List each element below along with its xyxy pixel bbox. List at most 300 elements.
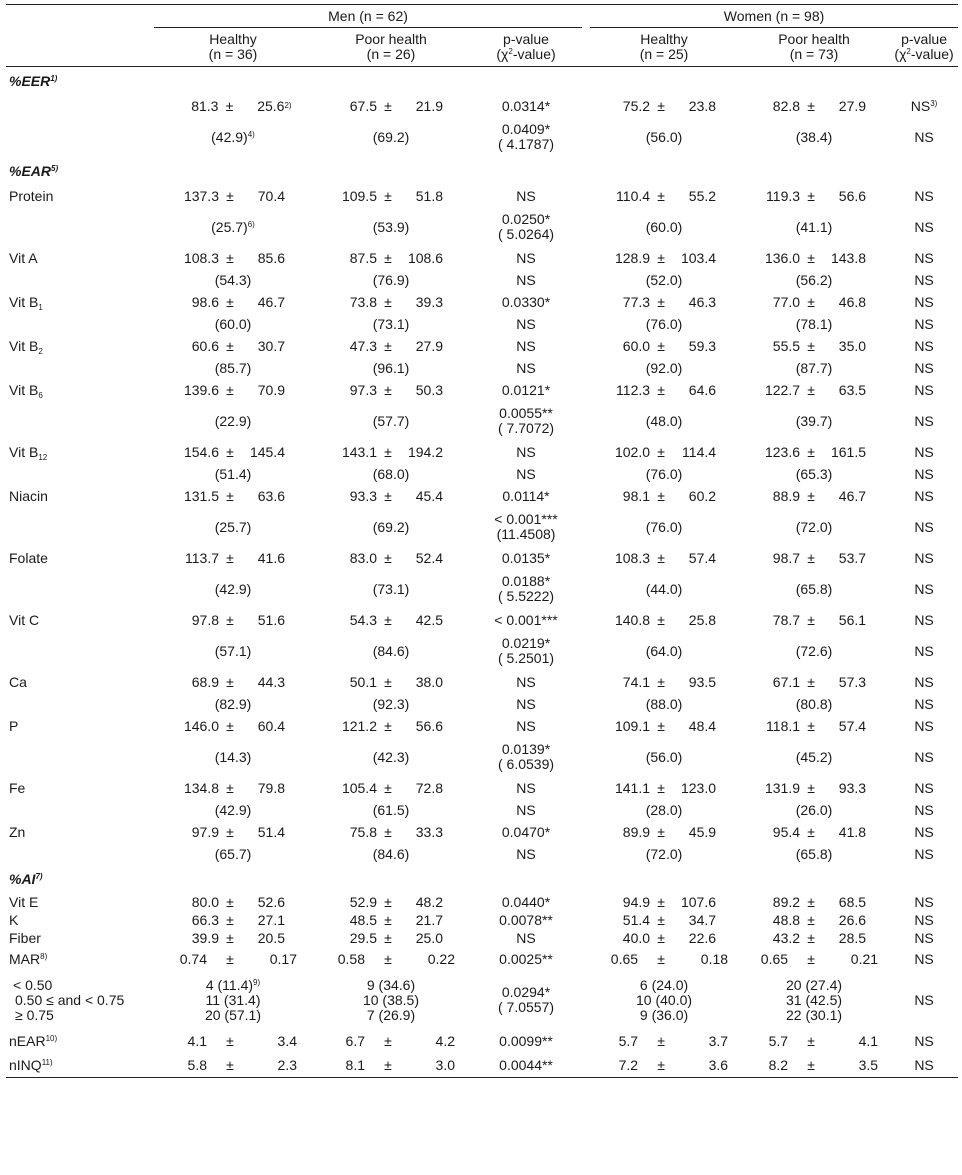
sd-value: 59.3 xyxy=(688,337,717,354)
p-value: NS xyxy=(516,845,536,862)
chi-value: ( 4.1787) xyxy=(497,136,555,152)
mean-sd: 81.3 ± 25.6 2) xyxy=(154,99,312,114)
mean-value: 97.9 xyxy=(191,823,219,840)
footnote-mark: 3) xyxy=(930,98,938,108)
mean-sd xyxy=(738,339,890,354)
mean-value: 48.8 xyxy=(772,911,801,928)
sd-value: 60.4 xyxy=(257,717,285,734)
mean-sd xyxy=(738,99,890,114)
sd-value: 46.3 xyxy=(688,293,717,310)
mean-value: 60.6 xyxy=(191,337,219,354)
mean-value: 112.3 xyxy=(616,381,651,398)
plus-minus: ± xyxy=(226,549,234,566)
mean-sd xyxy=(738,613,890,628)
plus-minus: ± xyxy=(657,97,665,114)
p-value: 0.0044** xyxy=(499,1056,553,1073)
sd-value: 56.6 xyxy=(415,717,443,734)
plus-minus: ± xyxy=(807,779,815,796)
plus-minus: ± xyxy=(657,929,665,946)
p-value: 0.0121* xyxy=(501,381,551,398)
sd-value: 57.4 xyxy=(688,549,717,566)
mar-category: < 0.50 xyxy=(13,976,53,993)
plus-minus: ± xyxy=(657,249,665,266)
mean-value: 87.5 xyxy=(349,249,377,266)
sd-value: 2.3 xyxy=(277,1056,297,1073)
mean-sd xyxy=(738,1058,890,1073)
count-value: 6 (24.0) xyxy=(639,976,689,993)
sd-value: 114.4 xyxy=(682,443,717,460)
p-value: 0.0078** xyxy=(499,911,553,928)
mean-value: 40.0 xyxy=(622,929,651,946)
plus-minus: ± xyxy=(226,893,234,910)
mean-sd xyxy=(312,251,470,266)
mean-sd xyxy=(312,613,470,628)
mean-value: 97.8 xyxy=(191,611,219,628)
mean-sd xyxy=(312,931,470,946)
count-value: 20 (27.4) xyxy=(786,976,843,993)
mean-value: 141.1 xyxy=(614,779,651,796)
men-group-label: Men (n = 62) xyxy=(154,5,582,28)
sd-value: 85.6 xyxy=(257,249,285,266)
col-men-healthy: Healthy (n = 36) xyxy=(154,28,312,67)
row-label xyxy=(6,95,154,117)
mean-value: 102.0 xyxy=(614,443,651,460)
row-label: MAR$^{8)}$ xyxy=(9,950,48,967)
mean-value: 0.65 xyxy=(610,950,639,967)
mean-value: 131.9 xyxy=(764,779,801,796)
mean-sd xyxy=(590,189,738,204)
plus-minus: ± xyxy=(384,673,392,690)
mean-sd xyxy=(312,551,470,566)
mean-value: 4.1 xyxy=(187,1032,207,1049)
plus-minus: ± xyxy=(226,293,234,310)
mean-sd xyxy=(154,489,312,504)
table-row: $(42.9)^{4)}$ (69.2) 0.0409* ( 4.1787) (56.0) (38.4) NS xyxy=(211,121,934,152)
plus-minus: ± xyxy=(657,1056,665,1073)
mean-value: 5.8 xyxy=(187,1056,207,1073)
table-row: K 66.3 ± 27.1 48.5 ± 21.7 0.0078** 51.4 ± 34.7 48.8 ± 26.6 NS xyxy=(6,911,958,929)
mean-value: 113.7 xyxy=(185,549,219,566)
p-value: 0.0314* xyxy=(501,97,551,114)
sd-value: 63.6 xyxy=(257,487,285,504)
footnote-mark: 5) xyxy=(51,163,59,173)
col-women-poor: Poor health (n = 73) xyxy=(738,28,890,67)
count-value: 31 (42.5) xyxy=(786,991,843,1008)
sd-value: 93.5 xyxy=(688,673,717,690)
p-value: 0.0330* xyxy=(501,293,551,310)
sd-value: 57.4 xyxy=(838,717,867,734)
sd-value: 145.4 xyxy=(249,443,285,460)
mean-value: 97.3 xyxy=(349,381,377,398)
mean-sd xyxy=(590,781,738,796)
table-row: Folate 113.7 ± 41.6 83.0 ± 52.4 0.0135* 108.3 ± 57.4 98.7 ± 53.7 NS xyxy=(6,547,958,569)
mean-sd xyxy=(738,295,890,310)
table-row: Vit E 80.0 ± 52.6 52.9 ± 48.2 0.0440* 94.9 ± 107.6 89.2 ± 68.5 NS xyxy=(6,893,958,911)
nutrient-table xyxy=(6,4,958,1078)
plus-minus: ± xyxy=(657,549,665,566)
sd-value: 46.7 xyxy=(257,293,285,310)
mean-sd xyxy=(154,613,312,628)
mean-value: 88.9 xyxy=(772,487,801,504)
sd-value: 3.5 xyxy=(858,1056,879,1073)
sd-value: 93.3 xyxy=(838,779,867,796)
p-value: 0.0188* xyxy=(501,573,551,589)
p-value: 0.0440* xyxy=(501,893,551,910)
plus-minus: ± xyxy=(226,673,234,690)
section-label: %AI$^{7)}$ xyxy=(9,870,43,887)
mean-sd xyxy=(590,339,738,354)
plus-minus: ± xyxy=(384,249,392,266)
plus-minus: ± xyxy=(384,1032,392,1049)
sd-value: 70.4 xyxy=(257,187,285,204)
table-row: (85.7) (96.1) NS (92.0) (87.7) NS xyxy=(214,359,934,376)
mean-sd xyxy=(312,489,470,504)
sd-value: 4.2 xyxy=(435,1032,455,1049)
mean-sd xyxy=(312,913,470,928)
plus-minus: ± xyxy=(807,1032,815,1049)
footnote-mark: 7) xyxy=(35,871,43,881)
p-value: NS xyxy=(516,249,536,266)
plus-minus: ± xyxy=(657,487,665,504)
sd-value: 3.7 xyxy=(708,1032,729,1049)
plus-minus: ± xyxy=(657,443,665,460)
table-row: $(25.7)^{6)}$ (53.9) 0.0250* ( 5.0264) (60.0) (41.1) NS xyxy=(211,211,934,242)
mean-value: 121.2 xyxy=(341,717,377,734)
sd-value: 0.17 xyxy=(269,950,297,967)
table-row: (57.1) (84.6) 0.0219* ( 5.2501) (64.0) (72.6) NS xyxy=(214,635,934,666)
plus-minus: ± xyxy=(384,779,392,796)
sd-value: 27.9 xyxy=(415,337,443,354)
sd-value: 44.3 xyxy=(257,673,285,690)
table-row: Vit C 97.8 ± 51.6 54.3 ± 42.5 < 0.001*** 140.8 ± 25.8 78.7 ± 56.1 NS xyxy=(6,609,958,631)
mean-sd xyxy=(738,913,890,928)
plus-minus: ± xyxy=(657,1032,665,1049)
count-value: 10 (40.0) xyxy=(636,991,693,1008)
plus-minus: ± xyxy=(384,293,392,310)
footnote-mark: 6) xyxy=(247,219,255,229)
plus-minus: ± xyxy=(384,717,392,734)
plus-minus: ± xyxy=(384,911,392,928)
mean-sd xyxy=(738,825,890,840)
mean-sd xyxy=(590,551,738,566)
sd-value: 25.8 xyxy=(688,611,717,628)
count-value: 9 (36.0) xyxy=(639,1006,689,1023)
count-value: 10 (38.5) xyxy=(362,991,420,1008)
mean-sd xyxy=(738,781,890,796)
mean-sd xyxy=(590,952,738,967)
mean-sd xyxy=(738,383,890,398)
sd-value: 0.18 xyxy=(700,950,729,967)
table-row: Vit $B_{12}$ 154.6 ± 145.4 143.1 ± 194.2 NS 102.0 ± 114.4 123.6 ± 161.5 NS xyxy=(6,441,958,463)
plus-minus: ± xyxy=(657,893,665,910)
mean-value: 6.7 xyxy=(345,1032,365,1049)
sd-value: 56.1 xyxy=(838,611,867,628)
mean-value: 75.8 xyxy=(349,823,377,840)
mean-sd xyxy=(590,445,738,460)
sd-value: 64.6 xyxy=(688,381,717,398)
mean-sd xyxy=(154,383,312,398)
plus-minus: ± xyxy=(384,929,392,946)
sd-value: 21.9 xyxy=(415,97,443,114)
mean-value: 136.0 xyxy=(764,249,801,266)
plus-minus: ± xyxy=(657,337,665,354)
sd-value: 3.6 xyxy=(708,1056,729,1073)
plus-minus: ± xyxy=(657,950,665,967)
mean-sd xyxy=(154,952,312,967)
plus-minus: ± xyxy=(807,549,815,566)
table-row: (51.4) (68.0) NS (76.0) (65.3) NS xyxy=(214,465,934,482)
chi-value: ( 7.0557) xyxy=(497,999,555,1015)
row-label: nINQ$^{11)}$ xyxy=(6,1053,154,1078)
p-value: NS xyxy=(516,673,536,690)
mean-sd xyxy=(312,781,470,796)
mean-sd xyxy=(590,895,738,910)
mean-sd xyxy=(738,931,890,946)
table-row: (42.9) (73.1) 0.0188* ( 5.5222) (44.0) (65.8) NS xyxy=(214,573,934,604)
plus-minus: ± xyxy=(226,443,234,460)
mean-value: 39.9 xyxy=(191,929,219,946)
mean-value: 108.3 xyxy=(614,549,651,566)
plus-minus: ± xyxy=(226,487,234,504)
sd-value: 46.7 xyxy=(838,487,867,504)
mean-sd xyxy=(312,1034,470,1049)
sd-value: 42.5 xyxy=(415,611,443,628)
table-row: (60.0) (73.1) NS (76.0) (78.1) NS xyxy=(214,315,934,332)
p-value: 0.0294* xyxy=(501,984,551,1000)
mean-sd xyxy=(738,1034,890,1049)
row-label: Vit C xyxy=(9,611,40,628)
p-value: 0.0219* xyxy=(501,635,551,651)
sd-value: 48.4 xyxy=(688,717,717,734)
sd-value: 25.0 xyxy=(415,929,443,946)
mean-sd xyxy=(738,952,890,967)
mean-value: 77.3 xyxy=(622,293,651,310)
chi-value: ( 6.0539) xyxy=(497,756,555,772)
plus-minus: ± xyxy=(384,187,392,204)
mean-sd xyxy=(154,445,312,460)
plus-minus: ± xyxy=(807,929,815,946)
mean-sd xyxy=(312,895,470,910)
plus-minus: ± xyxy=(226,249,234,266)
mean-value: 75.2 xyxy=(622,97,651,114)
table-row: 81.3 ± 25.6 2) 67.5 ± 21.9 0.0314* 75.2 ± 23.8 82.8 ± 27.9 NS$^{3)}$ xyxy=(6,95,958,117)
mean-value: 0.58 xyxy=(337,950,365,967)
sd-value: 60.2 xyxy=(688,487,717,504)
mean-sd xyxy=(590,383,738,398)
column-header-row xyxy=(6,28,958,67)
p-value: 0.0409* xyxy=(501,121,551,137)
sd-value: 23.8 xyxy=(688,97,717,114)
mar-category: 0.50 ≤ and < 0.75 xyxy=(15,991,125,1008)
mean-value: 77.0 xyxy=(772,293,801,310)
mean-sd xyxy=(154,913,312,928)
table-row: Fe 134.8 ± 79.8 105.4 ± 72.8 NS 141.1 ± 123.0 131.9 ± 93.3 NS xyxy=(6,777,958,799)
plus-minus: ± xyxy=(657,187,665,204)
sd-value: 45.4 xyxy=(415,487,443,504)
mean-value: 55.5 xyxy=(772,337,801,354)
plus-minus: ± xyxy=(226,381,234,398)
mean-sd xyxy=(154,895,312,910)
plus-minus: ± xyxy=(384,611,392,628)
sd-value: 123.0 xyxy=(680,779,717,796)
plus-minus: ± xyxy=(657,717,665,734)
p-value: 0.0099** xyxy=(499,1032,553,1049)
plus-minus: ± xyxy=(226,337,234,354)
mean-sd xyxy=(590,1058,738,1073)
plus-minus: ± xyxy=(807,97,815,114)
plus-minus: ± xyxy=(657,779,665,796)
p-value: < 0.001*** xyxy=(494,611,558,628)
row-label: Ca xyxy=(9,673,27,690)
sd-value: 52.6 xyxy=(257,893,285,910)
p-value: < 0.001*** xyxy=(494,511,558,527)
mean-sd xyxy=(154,1034,312,1049)
mean-value: 51.4 xyxy=(622,911,651,928)
mean-sd xyxy=(590,675,738,690)
section-row xyxy=(6,157,958,185)
mean-value: 60.0 xyxy=(622,337,651,354)
mean-value: 0.74 xyxy=(179,950,207,967)
sd-value: 52.4 xyxy=(415,549,443,566)
row-label: Vit E xyxy=(9,893,39,910)
mean-value: 68.9 xyxy=(191,673,219,690)
mean-value: 73.8 xyxy=(349,293,377,310)
sd-value: 57.3 xyxy=(838,673,867,690)
sd-value: 0.22 xyxy=(427,950,455,967)
col-men-pvalue: p-value $(\chi^2-value)$ xyxy=(470,28,582,67)
sd-value: 46.8 xyxy=(838,293,867,310)
plus-minus: ± xyxy=(226,950,234,967)
sd-value: 50.3 xyxy=(415,381,443,398)
p-value: NS xyxy=(516,929,536,946)
mean-value: 82.8 xyxy=(772,97,801,114)
mean-sd xyxy=(738,719,890,734)
mean-value: 123.6 xyxy=(764,443,801,460)
table-row: (22.9) (57.7) 0.0055** ( 7.7072) (48.0) (39.7) NS xyxy=(214,405,934,436)
mean-value: 95.4 xyxy=(772,823,801,840)
mean-value: 81.3 xyxy=(191,97,219,114)
chi-value: (11.4508) xyxy=(496,526,556,542)
mean-sd xyxy=(154,251,312,266)
sd-value: 3.4 xyxy=(277,1032,297,1049)
row-label: Vit $B_{12}$ xyxy=(9,443,48,462)
count-value: 7 (26.9) xyxy=(366,1006,416,1023)
plus-minus: ± xyxy=(226,717,234,734)
sd-value: 33.3 xyxy=(415,823,443,840)
mean-value: 154.6 xyxy=(183,443,219,460)
mean-sd xyxy=(154,339,312,354)
mean-value: 83.0 xyxy=(349,549,377,566)
mean-sd xyxy=(312,719,470,734)
chi-value: ( 5.2501) xyxy=(497,650,555,666)
sd-value: 63.5 xyxy=(838,381,867,398)
sd-value: 20.5 xyxy=(257,929,285,946)
table-row: Vit $B_6$ 139.6 ± 70.9 97.3 ± 50.3 0.0121* 112.3 ± 64.6 122.7 ± 63.5 NS xyxy=(6,379,958,401)
plus-minus: ± xyxy=(384,893,392,910)
sd-value: 107.6 xyxy=(680,893,717,910)
mean-sd xyxy=(312,99,470,114)
table-row: (54.3) (76.9) NS (52.0) (56.2) NS xyxy=(214,271,934,288)
row-label: Vit $B_1$ xyxy=(9,293,43,312)
sd-value: 25.6 xyxy=(257,97,285,114)
table-row: < 0.50 0.50 ≤ and < 0.75 ≥ 0.75 4 $(11.4)^{9)}$ 11 (31.4) 20 (57.1) 9 (34.6) 10 (38.5) 7 (26.9) 0.0294* ( 7.0557) 6 (24.0) 10 (40.0) 9 (36.0) 20 (27.4) 31 (42.5) 22 (30.1) NS xyxy=(6,971,958,1029)
plus-minus: ± xyxy=(226,187,234,204)
table-row: MAR$^{8)}$ 0.74 ± 0.17 0.58 ± 0.22 0.0025** 0.65 ± 0.18 0.65 ± 0.21 NS xyxy=(6,947,958,971)
mean-value: 143.1 xyxy=(341,443,377,460)
p-value: NS xyxy=(516,443,536,460)
mean-sd xyxy=(154,931,312,946)
sd-value: 30.7 xyxy=(257,337,285,354)
plus-minus: ± xyxy=(384,97,392,114)
plus-minus: ± xyxy=(384,950,392,967)
plus-minus: ± xyxy=(384,381,392,398)
sd-value: 38.0 xyxy=(415,673,443,690)
mean-sd xyxy=(312,295,470,310)
p-value: NS xyxy=(516,271,536,288)
mean-value: 98.1 xyxy=(622,487,651,504)
mean-sd xyxy=(590,1034,738,1049)
mean-value: 98.6 xyxy=(191,293,219,310)
sd-value: 55.2 xyxy=(688,187,717,204)
mean-sd xyxy=(154,551,312,566)
mean-value: 89.2 xyxy=(772,893,801,910)
mean-sd xyxy=(738,551,890,566)
plus-minus: ± xyxy=(657,823,665,840)
table-row: (82.9) (92.3) NS (88.0) (80.8) NS xyxy=(214,695,934,712)
mean-value: 5.7 xyxy=(618,1032,639,1049)
mean-value: 80.0 xyxy=(191,893,219,910)
mean-value: 94.9 xyxy=(622,893,651,910)
row-label: P xyxy=(9,717,19,734)
table-row: nINQ$^{11)}$ 5.8 ± 2.3 8.1 ± 3.0 0.0044** 7.2 ± 3.6 8.2 ± 3.5 NS xyxy=(6,1053,958,1078)
table-row: (42.9) (61.5) NS (28.0) (26.0) NS xyxy=(214,801,934,818)
mean-sd xyxy=(590,825,738,840)
table-row: Vit $B_1$ 98.6 ± 46.7 73.8 ± 39.3 0.0330* 77.3 ± 46.3 77.0 ± 46.8 NS xyxy=(6,291,958,313)
mean-value: 146.0 xyxy=(183,717,219,734)
table-row: nEAR$^{10)}$ 4.1 ± 3.4 6.7 ± 4.2 0.0099** 5.7 ± 3.7 5.7 ± 4.1 NS xyxy=(6,1029,958,1053)
sd-value: 27.9 xyxy=(838,97,867,114)
mean-sd xyxy=(154,719,312,734)
mean-value: 110.4 xyxy=(616,187,651,204)
footnote-mark: 8) xyxy=(40,951,48,961)
row-label: Folate xyxy=(9,549,48,566)
sd-value: 51.4 xyxy=(257,823,285,840)
mean-sd xyxy=(154,189,312,204)
mean-value: 89.9 xyxy=(622,823,651,840)
mean-sd xyxy=(312,1058,470,1073)
plus-minus: ± xyxy=(226,929,234,946)
sd-value: 41.8 xyxy=(838,823,867,840)
mean-value: 47.3 xyxy=(349,337,377,354)
sd-value: 70.9 xyxy=(257,381,285,398)
mean-sd xyxy=(738,189,890,204)
mean-value: 8.1 xyxy=(345,1056,365,1073)
plus-minus: ± xyxy=(226,823,234,840)
mean-value: 5.7 xyxy=(768,1032,789,1049)
count-value: 11 (31.4) xyxy=(205,991,261,1008)
row-label: Vit A xyxy=(9,249,38,266)
mean-value: 140.8 xyxy=(614,611,651,628)
row-label: Zn xyxy=(9,823,26,840)
plus-minus: ± xyxy=(226,1056,234,1073)
table-row: Vit A 108.3 ± 85.6 87.5 ± 108.6 NS 128.9 ± 103.4 136.0 ± 143.8 NS xyxy=(6,247,958,269)
row-label: Fiber xyxy=(9,929,41,946)
mean-value: 108.3 xyxy=(183,249,219,266)
plus-minus: ± xyxy=(657,611,665,628)
mean-value: 48.5 xyxy=(349,911,377,928)
col-men-poor: Poor health (n = 26) xyxy=(312,28,470,67)
mean-sd xyxy=(590,251,738,266)
